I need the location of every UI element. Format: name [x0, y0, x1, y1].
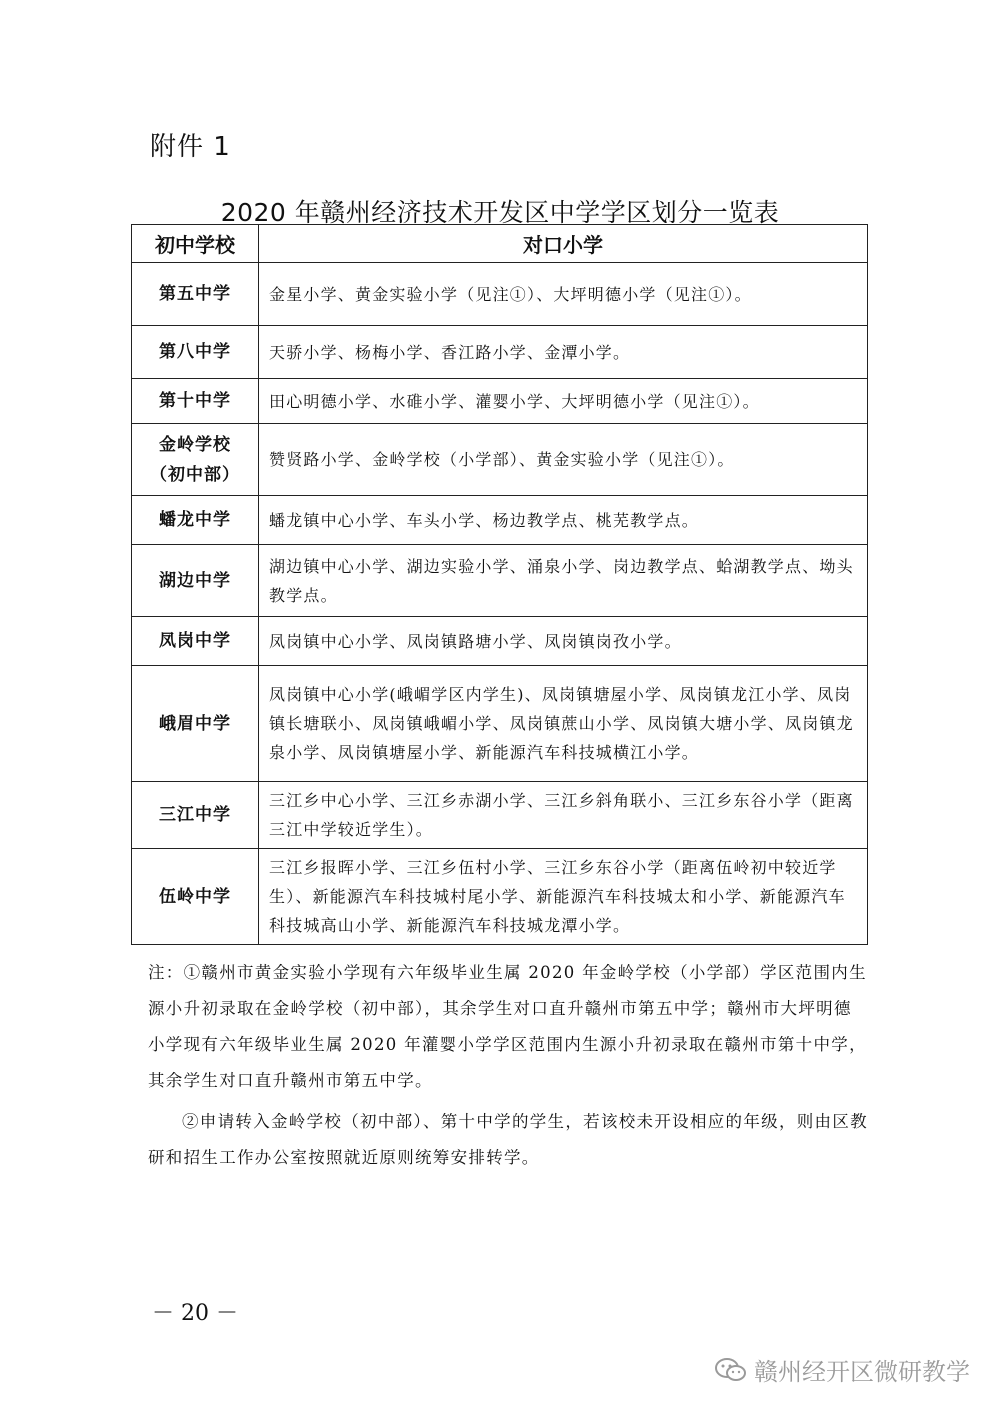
primary-schools: 天骄小学、杨梅小学、香江路小学、金潭小学。 — [259, 326, 868, 379]
page-title: 2020 年赣州经济技术开发区中学学区划分一览表 — [220, 198, 780, 227]
school-name: 金岭学校 — [159, 434, 231, 455]
school-name: 伍岭中学 — [132, 849, 259, 945]
primary-schools: 湖边镇中心小学、湖边实验小学、涌泉小学、岗边教学点、蛤湖教学点、坳头教学点。 — [259, 545, 868, 617]
table-row — [132, 326, 868, 379]
watermark-text: 赣州经开区微研教学 — [754, 1358, 970, 1386]
table-row — [132, 424, 868, 496]
district-table — [131, 224, 868, 945]
school-name: 第五中学 — [132, 263, 259, 326]
school-name-cell — [132, 424, 259, 496]
table-row — [132, 666, 868, 782]
primary-schools: 三江乡中心小学、三江乡赤湖小学、三江乡斜角联小、三江乡东谷小学（距离三江中学较近学生）。 — [259, 782, 868, 849]
table-row — [132, 617, 868, 666]
school-name: 凤岗中学 — [132, 617, 259, 666]
primary-schools: 赞贤路小学、金岭学校（小学部）、黄金实验小学（见注①）。 — [259, 424, 868, 496]
attachment-label: 附件 1 — [150, 132, 231, 162]
notes-section — [148, 955, 868, 1176]
table-row — [132, 545, 868, 617]
header-primary-school: 对口小学 — [259, 225, 868, 263]
primary-schools: 蟠龙镇中心小学、车头小学、杨边教学点、桃芜教学点。 — [259, 496, 868, 545]
watermark — [714, 1352, 970, 1387]
table-row — [132, 782, 868, 849]
school-name: 第十中学 — [132, 379, 259, 424]
primary-schools: 凤岗镇中心小学(峨嵋学区内学生)、凤岗镇塘屋小学、凤岗镇龙江小学、凤岗镇长塘联小、凤岗镇峨嵋小学、凤岗镇蔗山小学、凤岗镇大塘小学、凤岗镇龙泉小学、凤岗镇塘屋小学、新能源汽车科技城横江小学。 — [259, 666, 868, 782]
primary-schools: 金星小学、黄金实验小学（见注①）、大坪明德小学（见注①）。 — [259, 263, 868, 326]
school-name: 蟠龙中学 — [132, 496, 259, 545]
school-name-sub: （初中部） — [150, 464, 240, 485]
wechat-icon — [714, 1357, 748, 1383]
note-2: ②申请转入金岭学校（初中部）、第十中学的学生，若该校未开设相应的年级，则由区教研和招生工作办公室按照就近原则统筹安排转学。 — [148, 1112, 868, 1167]
school-name: 峨眉中学 — [132, 666, 259, 782]
table-row — [132, 379, 868, 424]
school-name: 湖边中学 — [132, 545, 259, 617]
primary-schools: 三江乡报晖小学、三江乡伍村小学、三江乡东谷小学（距离伍岭初中较近学生）、新能源汽车科技城村尾小学、新能源汽车科技城太和小学、新能源汽车科技城高山小学、新能源汽车科技城龙潭小学。 — [259, 849, 868, 945]
school-name: 第八中学 — [132, 326, 259, 379]
table-header-row — [132, 225, 868, 263]
page-number: － 20 － — [152, 1301, 238, 1326]
table-row — [132, 263, 868, 326]
table-row — [132, 496, 868, 545]
primary-schools: 凤岗镇中心小学、凤岗镇路塘小学、凤岗镇岗孜小学。 — [259, 617, 868, 666]
school-name: 三江中学 — [132, 782, 259, 849]
table-row — [132, 849, 868, 945]
header-middle-school: 初中学校 — [132, 225, 259, 263]
note-1: 注：①赣州市黄金实验小学现有六年级毕业生属 2020 年金岭学校（小学部）学区范围内生源小升初录取在金岭学校（初中部），其余学生对口直升赣州市第五中学；赣州市大坪明德小学现有六年级毕业生属 2020 年灌婴小学学区范围内生源小升初录取在赣州市第十中学，其余学生对口直升赣州市第五中学。 — [148, 963, 867, 1090]
primary-schools: 田心明德小学、水碓小学、灌婴小学、大坪明德小学（见注①）。 — [259, 379, 868, 424]
